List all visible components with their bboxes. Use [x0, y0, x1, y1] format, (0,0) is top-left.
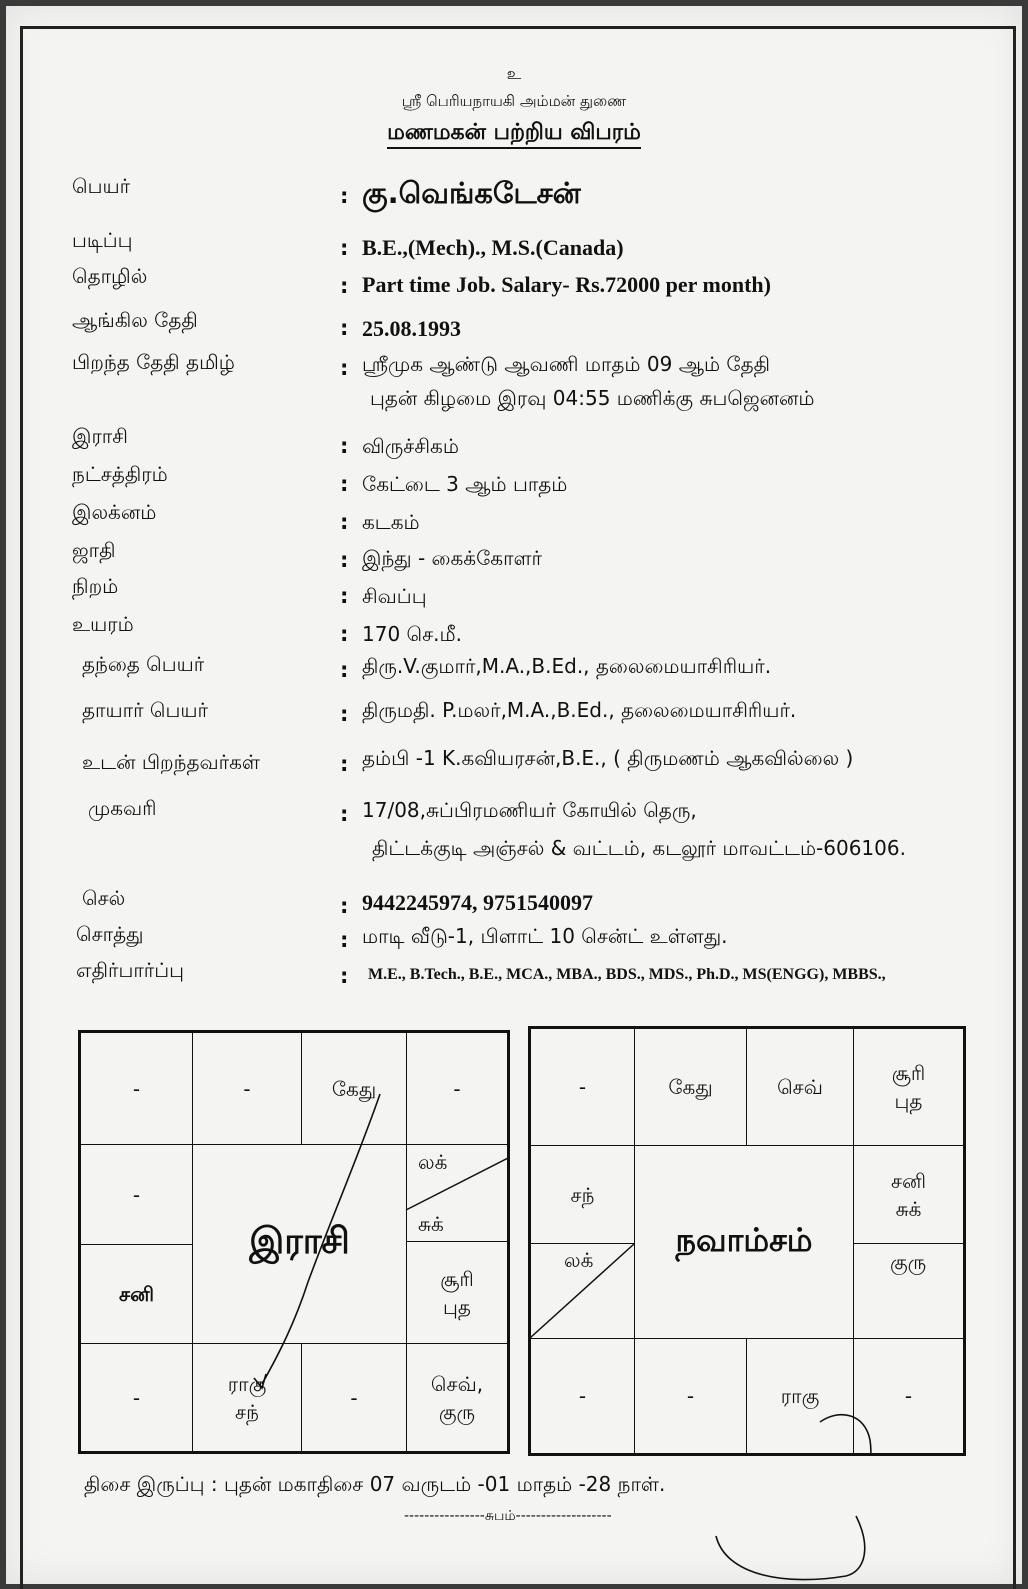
colon: : [340, 274, 349, 298]
navamsam-text-lak: லக் [564, 1248, 594, 1272]
navamsam-cell-bottom-3: ராகு [746, 1338, 854, 1454]
colon: : [340, 316, 349, 340]
rasi-diagonal-lines [80, 1032, 508, 1452]
label-height: உயரம் [72, 612, 134, 636]
value-occupation: Part time Job. Salary- Rs.72000 per month) [362, 272, 771, 297]
label-expectation: எதிர்பார்ப்பு [76, 958, 184, 982]
value-property: மாடி வீடு-1, பிளாட் 10 சென்ட் உள்ளது. [362, 924, 728, 948]
rasi-cell-left-lower: சனி [80, 1244, 193, 1344]
rasi-cell-top-2: - [192, 1032, 302, 1145]
colon: : [340, 472, 349, 496]
rasi-cell-bottom-4: செவ், குரு [406, 1343, 508, 1452]
navamsam-cell-bottom-2: - [634, 1338, 747, 1454]
value-father: திரு.V.குமார்,M.A.,B.Ed., தலைமையாசிரியர். [362, 654, 772, 678]
value-height: 170 செ.மீ. [362, 622, 463, 646]
header-title-text: மணமகன் பற்றிய விபரம் [387, 120, 641, 149]
value-lagnam: கடகம் [362, 510, 420, 534]
label-caste: ஜாதி [72, 538, 116, 562]
colon: : [340, 702, 349, 726]
colon: : [340, 548, 349, 572]
value-complexion: சிவப்பு [362, 584, 427, 608]
rasi-cell-bottom-3: - [301, 1343, 407, 1452]
navamsam-cell-left-upper: சந் [530, 1145, 635, 1244]
navamsam-cell-bottom-4: - [853, 1338, 964, 1454]
navamsam-cell-right-upper: சனி சுக் [853, 1145, 964, 1244]
navamsam-text-guru: குரு [890, 1250, 927, 1274]
rasi-cell-top-4: - [406, 1032, 508, 1145]
header-symbol: உ [506, 64, 522, 83]
rasi-text-lak: லக் [418, 1150, 448, 1174]
value-siblings: தம்பி -1 K.கவியரசன்,B.E., ( திருமணம் ஆகவில்லை ) [362, 746, 854, 770]
rasi-cell-right-lower: சூரி புத [406, 1241, 508, 1344]
value-english-date: 25.08.1993 [362, 316, 461, 341]
navamsam-cell-top-1: - [530, 1028, 635, 1146]
label-tamil-date: பிறந்த தேதி தமிழ் [72, 350, 235, 374]
label-address: முகவரி [88, 796, 157, 820]
label-mobile: செல் [82, 886, 126, 910]
colon: : [340, 964, 349, 988]
label-rasi: இராசி [72, 424, 128, 448]
colon: : [340, 928, 349, 952]
navamsam-title: நவாம்சம் [675, 1221, 813, 1259]
header-title [6, 120, 1022, 148]
header-blessing: ஸ்ரீ பெரியநாயகி அம்மன் துணை [401, 92, 627, 110]
value-tamil-date: ஸ்ரீமுக ஆண்டு ஆவணி மாதம் 09 ஆம் தேதி [362, 352, 771, 376]
value-address-line2: திட்டக்குடி அஞ்சல் & வட்டம், கடலூர் மாவட்டம்-606106. [372, 836, 906, 860]
navamsam-chart [528, 1026, 966, 1456]
rasi-cell-top-3: கேது [301, 1032, 407, 1145]
colon: : [340, 584, 349, 608]
label-siblings: உடன் பிறந்தவர்கள் [82, 750, 260, 774]
label-mother: தாயார் பெயர் [82, 698, 208, 722]
colon: : [340, 752, 349, 776]
label-star: நட்சத்திரம் [72, 462, 168, 486]
dasa-line: திசை இருப்பு : புதன் மகாதிசை 07 வருடம் -01 மாதம் -28 நாள். [84, 1472, 666, 1496]
colon: : [340, 802, 349, 826]
value-mobile: 9442245974, 9751540097 [362, 890, 593, 915]
rasi-cell-top-1: - [80, 1032, 193, 1145]
rasi-cell-bottom-2: ராகு சந் [192, 1343, 302, 1452]
value-rasi: விருச்சிகம் [362, 434, 459, 458]
navamsam-cell-top-3: செவ் [746, 1028, 854, 1146]
rasi-text-suk: சுக் [418, 1212, 444, 1236]
colon: : [340, 894, 349, 918]
label-name: பெயர் [72, 174, 131, 198]
subham-line: ----------------சுபம்------------------- [404, 1508, 612, 1524]
label-lagnam: இலக்னம் [72, 500, 157, 524]
rasi-title: இராசி [249, 1221, 350, 1262]
value-star: கேட்டை 3 ஆம் பாதம் [362, 472, 568, 496]
value-address: 17/08,சுப்பிரமணியர் கோயில் தெரு, [362, 798, 697, 822]
value-expectation: M.E., B.Tech., B.E., MCA., MBA., BDS., MDS., Ph.D., MS(ENGG), MBBS., [368, 966, 886, 983]
label-occupation: தொழில் [72, 264, 148, 288]
navamsam-diagonal-line [530, 1028, 964, 1454]
label-father: தந்தை பெயர் [82, 652, 205, 676]
pen-stroke [706, 1496, 886, 1586]
colon: : [340, 236, 349, 260]
rasi-cell-left-upper: - [80, 1144, 193, 1245]
value-tamil-date-line2: புதன் கிழமை இரவு 04:55 மணிக்கு சுபஜெனனம் [370, 386, 815, 410]
navamsam-cell-top-2: கேது [634, 1028, 747, 1146]
value-caste: இந்து - கைக்கோளர் [362, 546, 543, 570]
rasi-cell-bottom-1: - [80, 1343, 193, 1452]
label-property: சொத்து [76, 922, 144, 946]
value-mother: திருமதி. P.மலர்,M.A.,B.Ed., தலைமையாசிரியர். [362, 698, 797, 722]
rasi-chart [78, 1030, 510, 1454]
colon: : [340, 184, 349, 208]
label-education: படிப்பு [72, 228, 133, 252]
navamsam-cell-top-4: சூரி புத [853, 1028, 964, 1146]
value-education: B.E.,(Mech)., M.S.(Canada) [362, 235, 624, 260]
colon: : [340, 434, 349, 458]
label-english-date: ஆங்கில தேதி [72, 308, 198, 332]
colon: : [340, 356, 349, 380]
navamsam-cell-bottom-1: - [530, 1338, 635, 1454]
document-sheet [6, 6, 1022, 1584]
colon: : [340, 658, 349, 682]
colon: : [340, 622, 349, 646]
value-name: கு.வெங்கடேசன் [362, 176, 581, 210]
colon: : [340, 510, 349, 534]
label-complexion: நிறம் [72, 574, 119, 598]
